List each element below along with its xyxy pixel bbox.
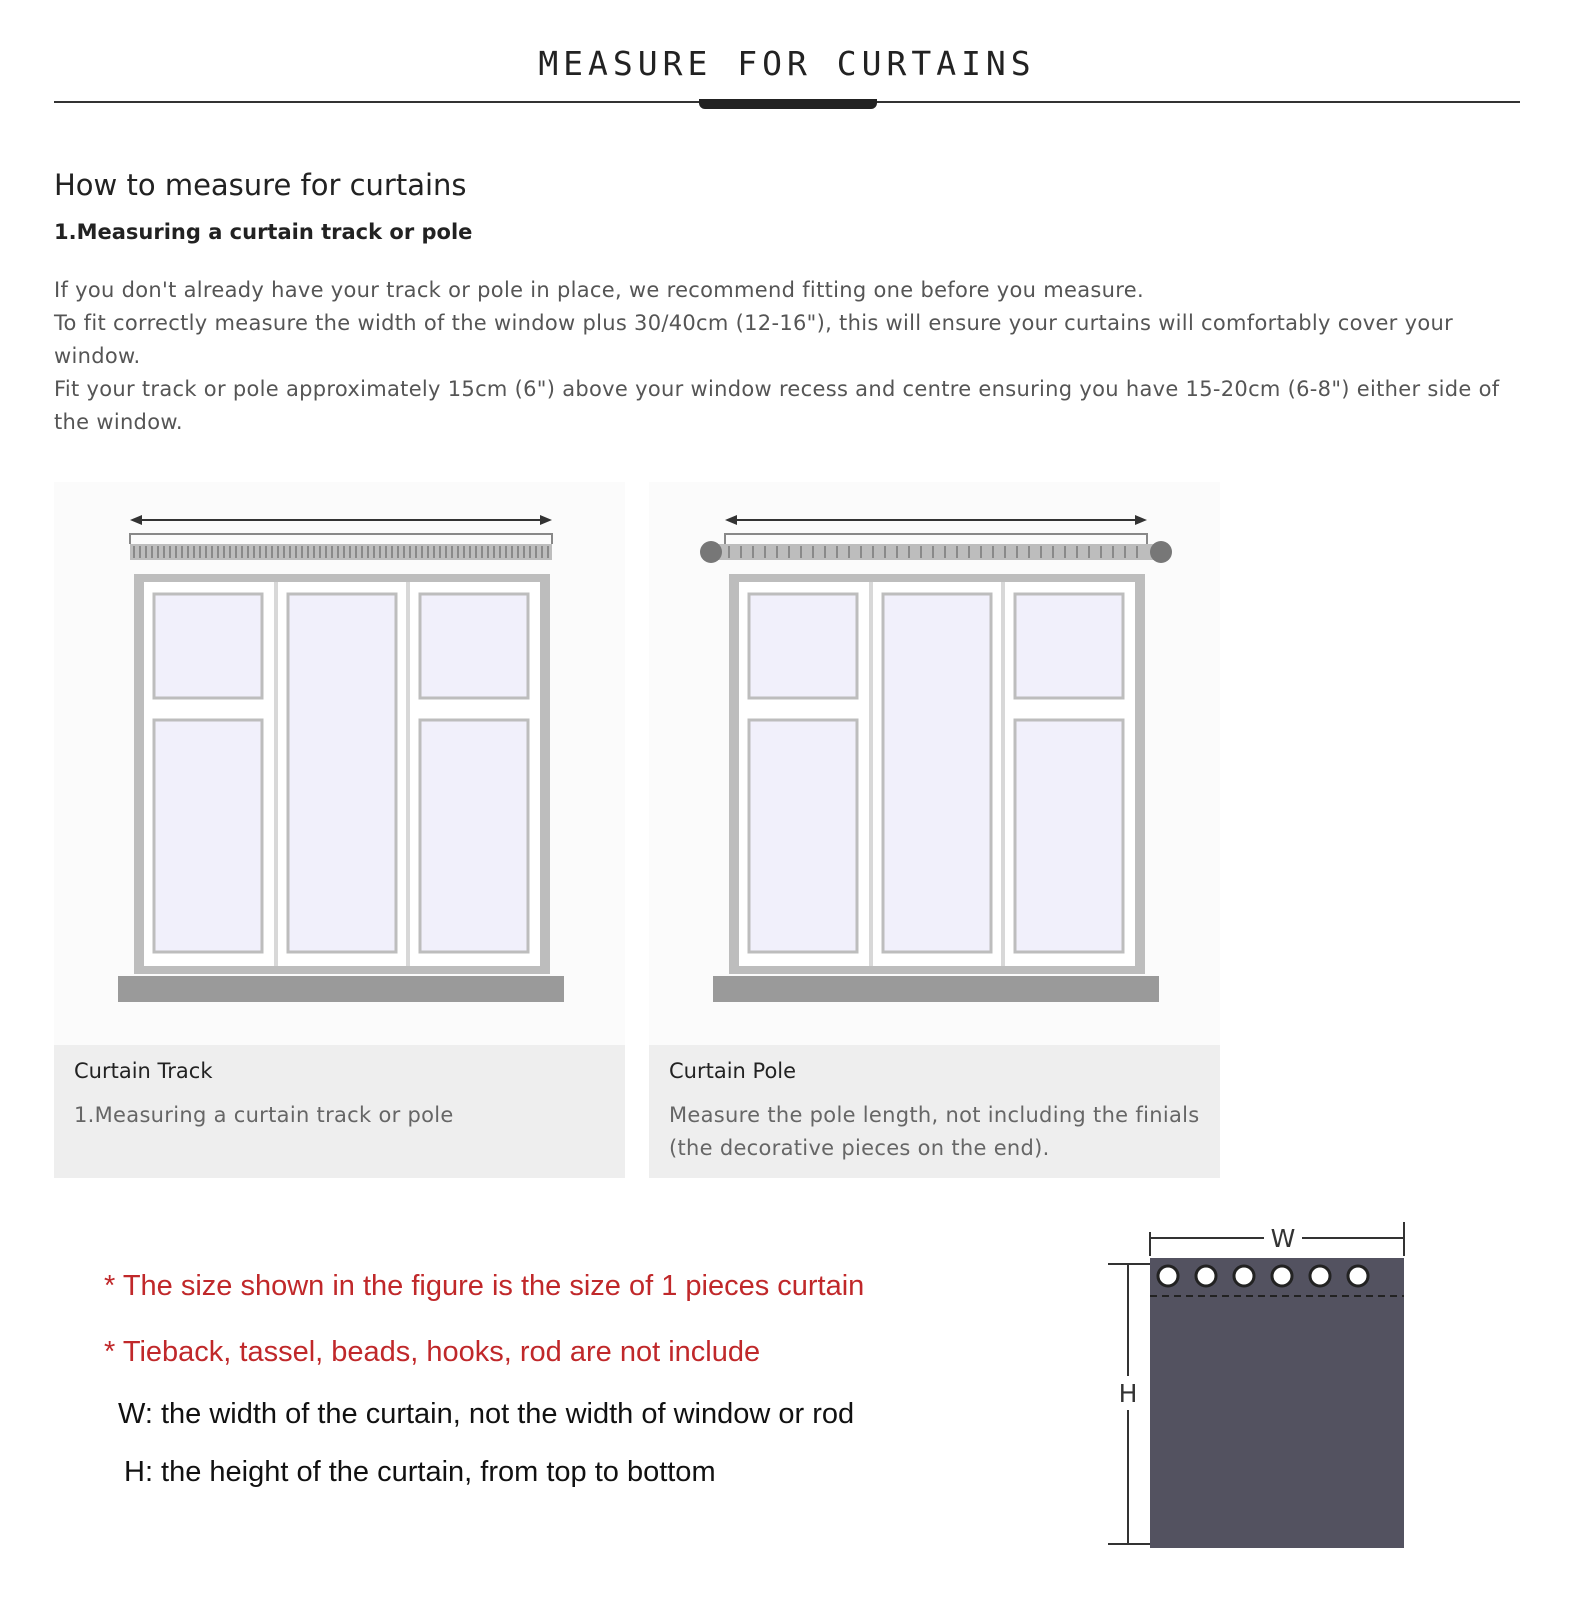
intro-paragraph: If you don't already have your track or pole in place, we recommend fitting one before you measure. bbox=[54, 278, 1144, 302]
window-sill bbox=[713, 976, 1159, 1002]
grommet-ring bbox=[1158, 1266, 1178, 1286]
width-label: W bbox=[1270, 1224, 1296, 1253]
pole-bracket bbox=[725, 534, 1147, 544]
window-pane bbox=[154, 594, 262, 698]
intro-paragraph: Fit your track or pole approximately 15cm (6") above your window recess and centre ensuring you have 15-20cm (6-8") either side of the window. bbox=[54, 377, 1500, 434]
window-pane bbox=[420, 720, 528, 952]
window-pane bbox=[420, 594, 528, 698]
pole-finial-left bbox=[700, 541, 722, 563]
track-bracket bbox=[130, 534, 552, 544]
window-pane bbox=[883, 594, 991, 952]
curtain-pole-text: Measure the pole length, not including the finials (the decorative pieces on the end). bbox=[669, 1103, 1200, 1160]
intro-text bbox=[54, 274, 1514, 439]
pole-finial-right bbox=[1150, 541, 1172, 563]
curtain-panel bbox=[1150, 1258, 1404, 1548]
curtain-track-caption bbox=[54, 1045, 625, 1178]
window-pane bbox=[749, 594, 857, 698]
window-pane bbox=[288, 594, 396, 952]
section-subheading: 1.Measuring a curtain track or pole bbox=[54, 220, 473, 244]
arrow-head-right bbox=[540, 515, 552, 525]
curtain-pole-illustration bbox=[649, 482, 1220, 1045]
arrow-head-left bbox=[725, 515, 737, 525]
window-sill bbox=[118, 976, 564, 1002]
curtain-track-panel bbox=[54, 482, 625, 1178]
arrow-head-left bbox=[130, 515, 142, 525]
section-heading: How to measure for curtains bbox=[54, 168, 467, 202]
height-label: H bbox=[1118, 1379, 1138, 1408]
note-height-definition: H: the height of the curtain, from top to bottom bbox=[124, 1456, 716, 1488]
grommet-ring bbox=[1234, 1266, 1254, 1286]
curtain-track-illustration bbox=[54, 482, 625, 1045]
note-width-definition: W: the width of the curtain, not the width of window or rod bbox=[118, 1398, 855, 1430]
curtain-pole-title: Curtain Pole bbox=[669, 1059, 797, 1083]
page-title: MEASURE FOR CURTAINS bbox=[538, 44, 1036, 83]
note-exclusions: * Tieback, tassel, beads, hooks, rod are not include bbox=[104, 1336, 761, 1368]
curtain-pole-panel bbox=[649, 482, 1220, 1178]
intro-paragraph: To fit correctly measure the width of the window plus 30/40cm (12-16"), this will ensure your curtains will comfortably cover your window. bbox=[54, 311, 1454, 368]
curtain-track-title: Curtain Track bbox=[74, 1059, 213, 1083]
arrow-head-right bbox=[1135, 515, 1147, 525]
curtain-dimension-diagram bbox=[1098, 1212, 1418, 1552]
window-pane bbox=[1015, 720, 1123, 952]
window-pane bbox=[749, 720, 857, 952]
grommet-ring bbox=[1310, 1266, 1330, 1286]
curtain-pole-caption bbox=[649, 1045, 1220, 1178]
curtain-pole-rod bbox=[711, 544, 1161, 560]
curtain-track-text: 1.Measuring a curtain track or pole bbox=[74, 1103, 454, 1127]
window-pane bbox=[1015, 594, 1123, 698]
grommet-ring bbox=[1196, 1266, 1216, 1286]
window-pane bbox=[154, 720, 262, 952]
grommet-ring bbox=[1348, 1266, 1368, 1286]
title-divider-accent bbox=[699, 99, 877, 109]
note-size: * The size shown in the figure is the size of 1 pieces curtain bbox=[104, 1270, 865, 1302]
grommet-ring bbox=[1272, 1266, 1292, 1286]
